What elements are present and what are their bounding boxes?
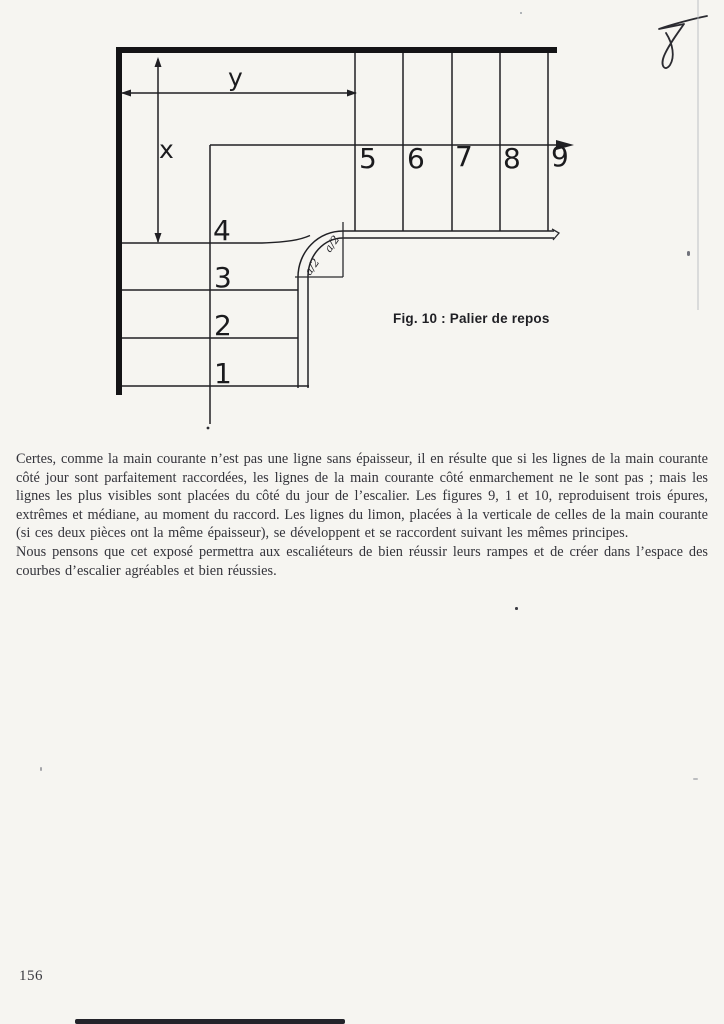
step-number-9: 9: [551, 140, 569, 173]
paragraph-2: Nous pensons que cet exposé permettra aux escaliéteurs de bien réussir leurs rampes et de créer dans l’espace des courbes d’escalier agréables et bien réussies.: [16, 543, 708, 579]
step-number-5: 5: [359, 142, 377, 175]
dimension-y-arrow-left: [121, 90, 131, 97]
scan-dot: [207, 427, 210, 430]
corner-annotation-1: a/2: [321, 233, 343, 255]
dimension-x-arrow-top: [155, 57, 162, 67]
step-number-6: 6: [407, 142, 425, 175]
top-wall-line: [116, 47, 557, 53]
paragraph-1: Certes, comme la main courante n’est pas une ligne sans épaisseur, il en résulte que si les lignes de la main courante côté jour sont parfaitement raccordées, les lignes de la main courante côté enmarchement ne le sont pas ; mais les lignes les plus visibles sont placées du côté du jour de l’escalier. Les figures 9, 1 et 10, reproduisent trois épures, extrêmes et médiane, au moment du raccord. Les lignes du limon, placées à la verticale de celles de la main courante (si ces deux pièces ont la même épaisseur), se développent et se raccordent suivant les mêmes principes.: [16, 451, 708, 542]
scan-bottom-edge-bar: [75, 1019, 345, 1024]
figure-caption: Fig. 10 : Palier de repos: [393, 311, 550, 326]
step-number-8: 8: [503, 142, 521, 175]
scan-speck: [515, 607, 518, 610]
body-text-block: [16, 450, 708, 580]
left-wall-line: [116, 47, 122, 395]
dimension-x-arrow-bottom: [155, 233, 162, 243]
scan-speck: [687, 251, 690, 256]
stair-plan-drawing: [0, 0, 724, 445]
scan-edge-streak: [697, 0, 699, 310]
page-number: 156: [19, 968, 43, 984]
step-number-4: 4: [213, 214, 231, 247]
step-number-7: 7: [455, 140, 473, 173]
step-number-3: 3: [214, 261, 232, 294]
corner-annotation-2: a/2: [301, 256, 323, 278]
step-number-2: 2: [214, 309, 232, 342]
dimension-label-y: y: [228, 63, 243, 92]
scan-speck: [693, 778, 698, 780]
step-number-1: 1: [214, 357, 232, 390]
dimension-label-x: x: [159, 135, 174, 164]
scan-speck: [520, 12, 522, 14]
scan-speck: [40, 767, 42, 771]
